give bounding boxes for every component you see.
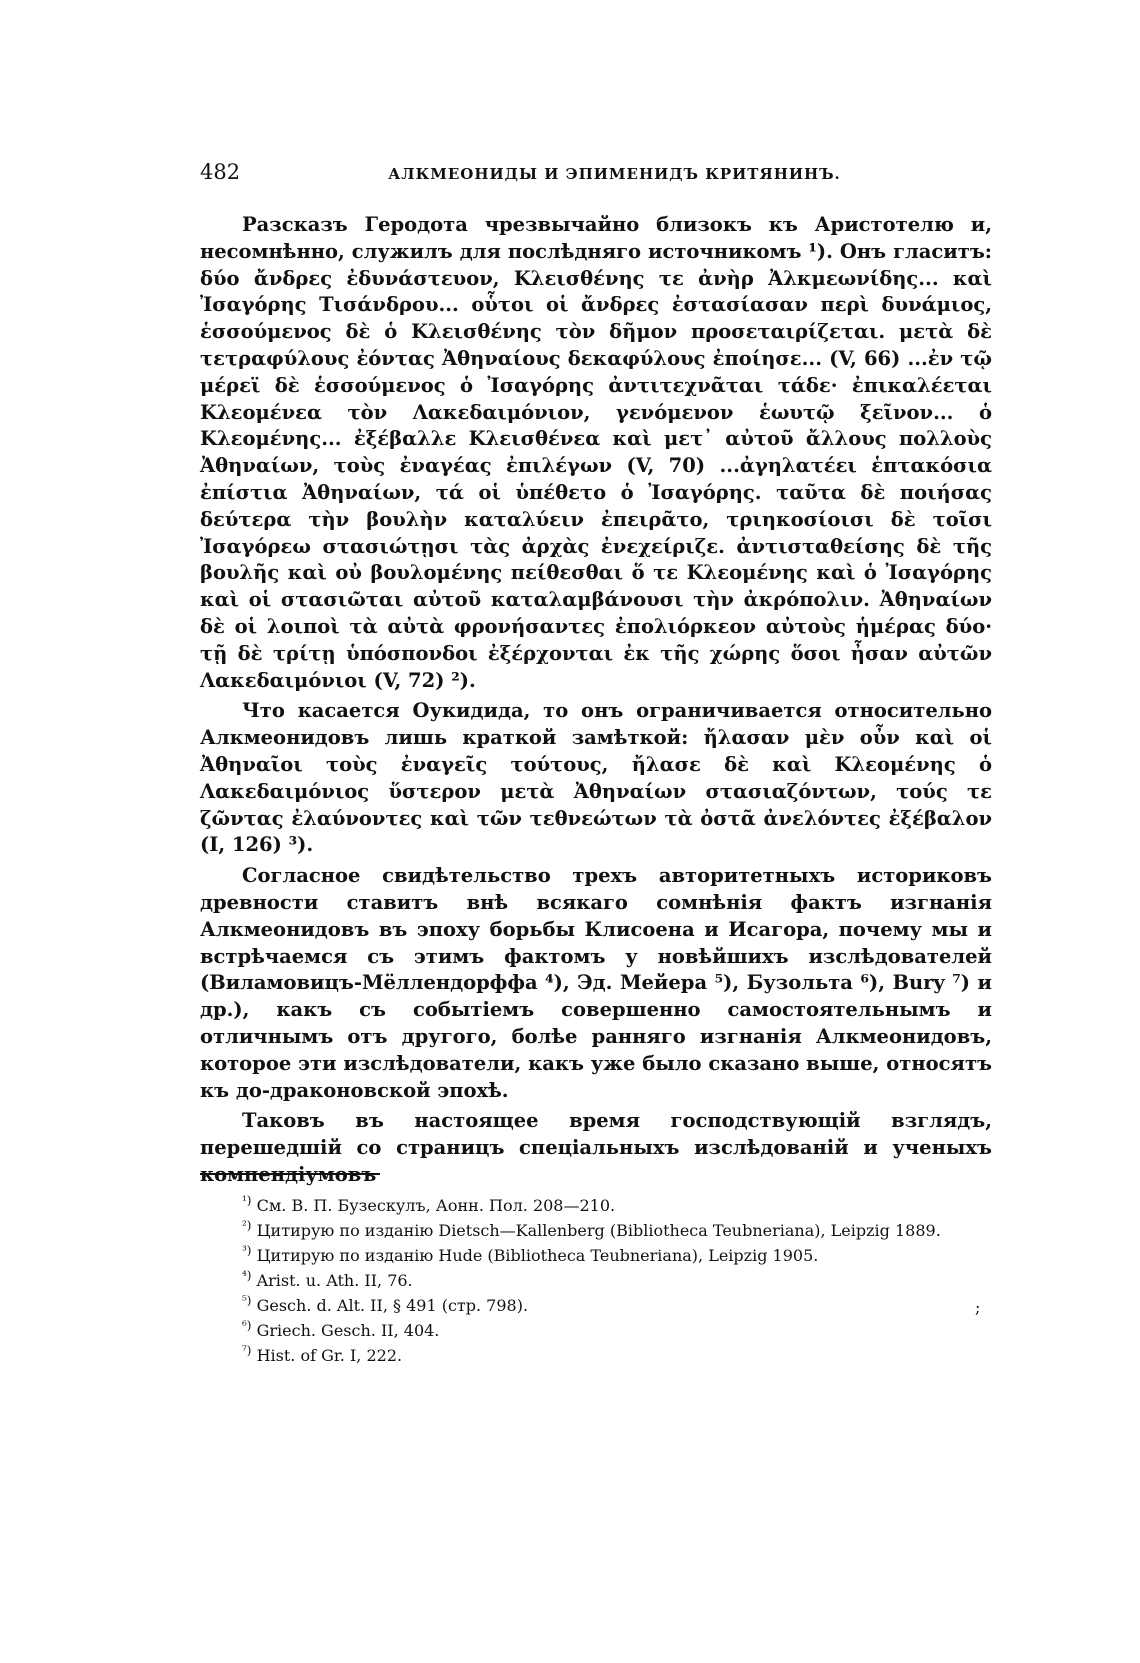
footnote-mark: ³)	[242, 1243, 252, 1258]
margin-mark: ;	[975, 1298, 981, 1317]
paragraph-thucydides: Что касается Оукидида, то онъ ограничивается относительно Алкмеонидовъ лишь краткой замѣткой: ἤλασαν μὲν οὖν καὶ οἱ Ἀθηναῖοι τοὺς ἐναγεῖς τούτους, ἤλασε δὲ καὶ Κλεομένης ὁ Λακεδαιμόνιος ὕστερον μετὰ Ἀθηναίων στασιαζόντων, τούς τε ζῶντας ἐλαύνοντες καὶ τῶν τεθνεώτων τὰ ὀστᾶ ἀνελόντες ἐξέβαλον (I, 126) ³).	[200, 699, 992, 857]
footnote-text: См. В. П. Бузескулъ, Аонн. Пол. 208—210.	[256, 1196, 616, 1215]
footnote-mark: ⁶)	[242, 1318, 252, 1333]
footnote-mark: ⁵)	[242, 1293, 252, 1308]
paragraph-testimony: Согласное свидѣтельство трехъ авторитетныхъ историковъ древности ставитъ внѣ всякаго сомнѣнія фактъ изгнанія Алкмеонидовъ въ эпоху борьбы Клисоена и Исагора, почему мы и встрѣчаемся съ этимъ фактомъ у новѣйшихъ изслѣдователей (Виламовицъ-Мёллендорффа ⁴), Эд. Мейера ⁵), Бузольта ⁶), Bury ⁷) и др.), какъ съ событіемъ совершенно самостоятельнымъ и отличнымъ отъ другого, болѣе ранняго изгнанія Алкмеонидовъ, которое эти изслѣдователи, какъ уже было сказано выше, относятъ къ до-драконовской эпохѣ.	[200, 864, 992, 1102]
footnote-3	[200, 1243, 992, 1268]
footnote-text: Griech. Gesch. II, 404.	[256, 1321, 440, 1340]
footnote-4	[200, 1268, 992, 1293]
paragraph-prevailing-view: Таковъ въ настоящее время господствующій взглядъ, перешедшій со страницъ спеціальныхъ изслѣдованій и ученыхъ компендіумовъ	[200, 1109, 992, 1186]
paragraph-herodotus: Разсказъ Геродота чрезвычайно близокъ къ Аристотелю и, несомнѣнно, служилъ для послѣдняго источникомъ ¹). Онъ гласитъ: δύο ἄνδρες ἐδυνάστευον, Κλεισθένης τε ἀνὴρ Ἀλκμεωνίδης... καὶ Ἰσαγόρης Τισάνδρου... οὗτοι οἱ ἄνδρες ἐστασίασαν περὶ δυνάμιος, ἑσσούμενος δὲ ὁ Κλεισθένης τὸν δῆμον προσεταιρίζεται. μετὰ δὲ τετραφύλους ἐόντας Ἀθηναίους δεκαφύλους ἐποίησε... (V, 66) ...ἐν τῷ μέρεϊ δὲ ἑσσούμενος ὁ Ἰσαγόρης ἀντιτεχνᾶται τάδε· ἐπικαλέεται Κλεομένεα τὸν Λακεδαιμόνιον, γενόμενον ἑωυτῷ ξεῖνον... ὁ Κλεομένης... ἐξέβαλλε Κλεισθένεα καὶ μετ᾽ αὐτοῦ ἄλλους πολλοὺς Ἀθηναίων, τοὺς ἐναγέας ἐπιλέγων (V, 70) ...ἀγηλατέει ἑπτακόσια ἐπίστια Ἀθηναίων, τά οἱ ὑπέθετο ὁ Ἰσαγόρης. ταῦτα δὲ ποιήσας δεύτερα τὴν βουλὴν καταλύειν ἐπειρᾶτο, τριηκοσίοισι δὲ τοῖσι Ἰσαγόρεω στασιώτῃσι τὰς ἀρχὰς ἐνεχείριζε. ἀντισταθείσης δὲ τῆς βουλῆς καὶ οὐ βουλομένης πείθεσθαι ὅ τε Κλεομένης καὶ ὁ Ἰσαγόρης καὶ οἱ στασιῶται αὐτοῦ καταλαμβάνουσι τὴν ἀκρόπολιν. Ἀθηναίων δὲ οἱ λοιποὶ τὰ αὐτὰ φρονήσαντες ἐπολιόρκεον αὐτοὺς ἡμέρας δύο· τῇ δὲ τρίτῃ ὑπόσπονδοι ἐξέρχονται ἐκ τῆς χώρης ὅσοι ἦσαν αὐτῶν Λακεδαιμόνιοι (V, 72) ²).	[200, 213, 992, 692]
footnote-mark: ²)	[242, 1218, 252, 1233]
footnote-7	[200, 1343, 992, 1368]
footnote-mark: ¹)	[242, 1193, 252, 1208]
footnote-text: Цитирую по изданію Dietsch—Kallenberg (Bibliotheca Teubneriana), Leipzig 1889.	[256, 1221, 941, 1240]
footnote-2	[200, 1218, 992, 1243]
footnote-mark: ⁴)	[242, 1268, 252, 1283]
running-title: АЛКМЕОНИДЫ И ЭПИМЕНИДЪ КРИТЯНИНЪ.	[388, 165, 841, 183]
main-text	[200, 212, 992, 1189]
footnote-mark: ⁷)	[242, 1343, 252, 1358]
footnote-text: Gesch. d. Alt. II, § 491 (стр. 798).	[256, 1296, 529, 1315]
page-number: 482	[200, 160, 241, 184]
footnote-separator	[200, 1173, 380, 1175]
page-header	[200, 160, 990, 184]
footnote-text: Arist. u. Ath. II, 76.	[256, 1271, 413, 1290]
footnote-text: Цитирую по изданію Hude (Bibliotheca Teubneriana), Leipzig 1905.	[256, 1246, 819, 1265]
footnote-5	[200, 1293, 992, 1318]
footnote-6	[200, 1318, 992, 1343]
footnotes	[200, 1193, 992, 1368]
footnote-1	[200, 1193, 992, 1218]
footnote-text: Hist. of Gr. I, 222.	[256, 1346, 403, 1365]
